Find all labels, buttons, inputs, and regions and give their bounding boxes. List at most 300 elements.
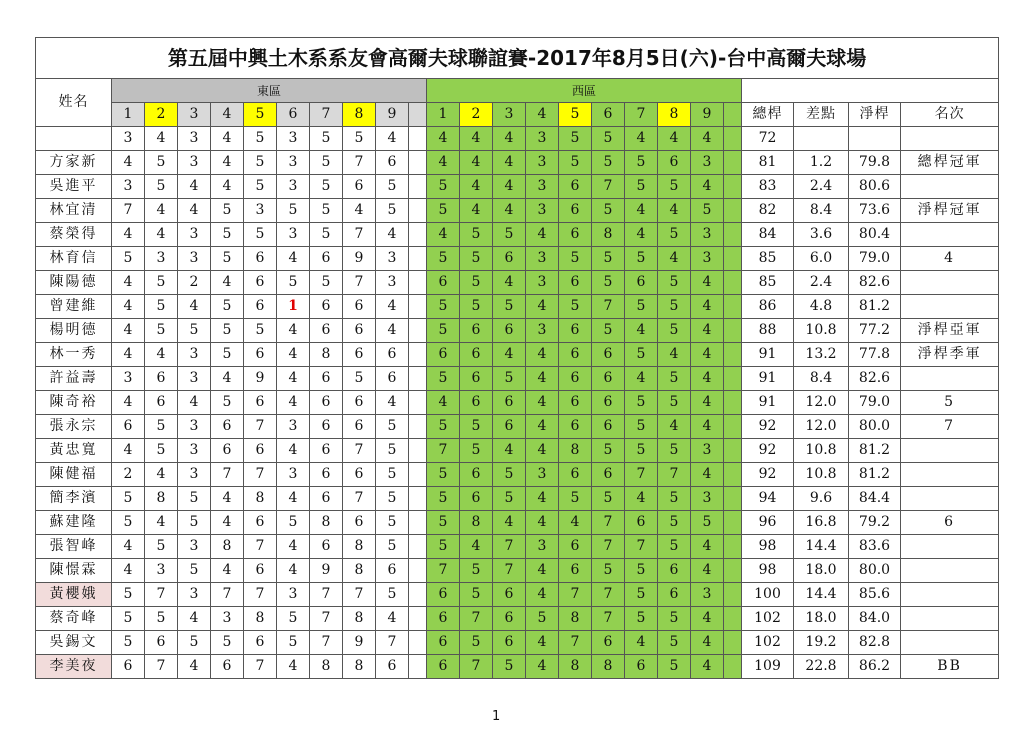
- rank-header: 名次: [901, 103, 999, 127]
- east-score-6: 4: [277, 559, 310, 583]
- west-score-6: 7: [592, 295, 625, 319]
- player-row: [36, 655, 999, 679]
- east-score-1: 5: [112, 583, 145, 607]
- west-spacer: [724, 391, 742, 415]
- east-score-5: 7: [244, 415, 277, 439]
- west-score-1: 5: [427, 247, 460, 271]
- west-score-5: 5: [559, 247, 592, 271]
- west-spacer: [724, 655, 742, 679]
- east-score-8: 9: [343, 631, 376, 655]
- rank: [901, 463, 999, 487]
- east-score-4: 7: [211, 583, 244, 607]
- west-score-9: 4: [691, 367, 724, 391]
- west-score-2: 4: [460, 535, 493, 559]
- west-score-7: 5: [625, 559, 658, 583]
- west-score-1: 6: [427, 343, 460, 367]
- west-spacer: [724, 439, 742, 463]
- west-score-8: 5: [658, 319, 691, 343]
- west-score-1: 6: [427, 607, 460, 631]
- east-score-8: 8: [343, 655, 376, 679]
- east-score-9: 4: [376, 127, 409, 151]
- west-score-5: 4: [559, 511, 592, 535]
- east-score-9: 5: [376, 199, 409, 223]
- handicap: [794, 127, 849, 151]
- east-score-7: 5: [310, 223, 343, 247]
- net-score: 81.2: [849, 439, 901, 463]
- player-row: [36, 151, 999, 175]
- west-score-2: 6: [460, 391, 493, 415]
- east-score-4: 4: [211, 175, 244, 199]
- east-score-5: 3: [244, 199, 277, 223]
- west-score-9: 4: [691, 631, 724, 655]
- west-score-4: 4: [526, 559, 559, 583]
- west-score-1: 5: [427, 535, 460, 559]
- east-score-4: 4: [211, 127, 244, 151]
- rank: [901, 127, 999, 151]
- west-score-8: 5: [658, 391, 691, 415]
- east-score-3: 3: [178, 463, 211, 487]
- east-spacer: [409, 415, 427, 439]
- net-score: 82.8: [849, 631, 901, 655]
- west-score-2: 8: [460, 511, 493, 535]
- east-score-4: 5: [211, 319, 244, 343]
- west-score-7: 5: [625, 295, 658, 319]
- player-row: [36, 535, 999, 559]
- east-score-9: 3: [376, 247, 409, 271]
- east-score-3: 3: [178, 583, 211, 607]
- east-score-6: 3: [277, 463, 310, 487]
- east-score-3: 5: [178, 631, 211, 655]
- rank: 5: [901, 391, 999, 415]
- handicap: 14.4: [794, 535, 849, 559]
- west-score-7: 4: [625, 319, 658, 343]
- west-score-5: 5: [559, 487, 592, 511]
- player-name: [36, 127, 112, 151]
- east-score-9: 5: [376, 583, 409, 607]
- west-score-2: 4: [460, 151, 493, 175]
- east-score-7: 5: [310, 127, 343, 151]
- east-score-6: 4: [277, 319, 310, 343]
- west-score-5: 6: [559, 415, 592, 439]
- west-score-2: 7: [460, 607, 493, 631]
- west-score-3: 6: [493, 583, 526, 607]
- rank: [901, 535, 999, 559]
- east-score-6: 4: [277, 535, 310, 559]
- west-score-4: 3: [526, 319, 559, 343]
- east-score-4: 5: [211, 295, 244, 319]
- east-score-5: 5: [244, 319, 277, 343]
- player-row: [36, 439, 999, 463]
- west-score-6: 6: [592, 415, 625, 439]
- east-score-9: 5: [376, 415, 409, 439]
- handicap: 10.8: [794, 439, 849, 463]
- player-row: [36, 559, 999, 583]
- west-score-2: 4: [460, 199, 493, 223]
- west-score-6: 5: [592, 439, 625, 463]
- west-score-2: 5: [460, 247, 493, 271]
- west-score-4: 4: [526, 487, 559, 511]
- east-score-3: 3: [178, 343, 211, 367]
- east-score-5: 8: [244, 607, 277, 631]
- east-score-8: 7: [343, 271, 376, 295]
- west-score-9: 4: [691, 127, 724, 151]
- west-score-9: 4: [691, 271, 724, 295]
- east-score-8: 5: [343, 367, 376, 391]
- west-score-5: 6: [559, 199, 592, 223]
- west-score-8: 4: [658, 415, 691, 439]
- east-score-9: 5: [376, 511, 409, 535]
- east-score-5: 7: [244, 463, 277, 487]
- east-score-3: 3: [178, 415, 211, 439]
- west-score-7: 5: [625, 583, 658, 607]
- west-score-2: 5: [460, 559, 493, 583]
- west-spacer: [724, 607, 742, 631]
- zone-blank: [742, 79, 999, 103]
- east-score-1: 4: [112, 559, 145, 583]
- player-name: 李美夜: [36, 655, 112, 679]
- west-score-2: 7: [460, 655, 493, 679]
- player-name: 陳憬霖: [36, 559, 112, 583]
- east-spacer: [409, 487, 427, 511]
- east-score-7: 6: [310, 535, 343, 559]
- east-score-6: 3: [277, 151, 310, 175]
- west-score-9: 4: [691, 415, 724, 439]
- east-score-2: 4: [145, 223, 178, 247]
- east-score-7: 6: [310, 319, 343, 343]
- east-hole-2: 2: [145, 103, 178, 127]
- west-score-8: 6: [658, 583, 691, 607]
- west-score-4: 4: [526, 223, 559, 247]
- west-score-7: 4: [625, 223, 658, 247]
- west-score-5: 6: [559, 343, 592, 367]
- east-score-7: 7: [310, 631, 343, 655]
- east-score-5: 6: [244, 271, 277, 295]
- west-score-3: 7: [493, 535, 526, 559]
- west-score-1: 6: [427, 271, 460, 295]
- rank: [901, 367, 999, 391]
- scorecard-table: [35, 37, 999, 679]
- page-title: 第五屆中興土木系系友會高爾夫球聯誼賽-2017年8月5日(六)-台中高爾夫球場: [36, 38, 999, 79]
- handicap: 6.0: [794, 247, 849, 271]
- rank: [901, 631, 999, 655]
- west-score-4: 3: [526, 463, 559, 487]
- east-score-2: 3: [145, 559, 178, 583]
- west-score-6: 5: [592, 319, 625, 343]
- east-spacer: [409, 655, 427, 679]
- west-score-6: 6: [592, 631, 625, 655]
- east-score-9: 5: [376, 175, 409, 199]
- east-score-1: 4: [112, 343, 145, 367]
- west-score-5: 6: [559, 223, 592, 247]
- east-score-5: 5: [244, 127, 277, 151]
- west-score-7: 4: [625, 199, 658, 223]
- net-score: 85.6: [849, 583, 901, 607]
- east-score-2: 6: [145, 631, 178, 655]
- player-name: 許益壽: [36, 367, 112, 391]
- west-score-3: 6: [493, 631, 526, 655]
- east-score-5: 6: [244, 439, 277, 463]
- rank: BB: [901, 655, 999, 679]
- east-score-4: 5: [211, 199, 244, 223]
- east-score-5: 6: [244, 343, 277, 367]
- west-score-3: 6: [493, 415, 526, 439]
- net-score: 79.0: [849, 391, 901, 415]
- west-score-2: 5: [460, 415, 493, 439]
- east-score-7: 5: [310, 271, 343, 295]
- east-score-9: 7: [376, 631, 409, 655]
- net-score: 80.6: [849, 175, 901, 199]
- west-zone-header: 西區: [427, 79, 742, 103]
- east-score-1: 5: [112, 511, 145, 535]
- east-score-1: 4: [112, 295, 145, 319]
- west-hole-1: 1: [427, 103, 460, 127]
- player-row: [36, 271, 999, 295]
- east-score-1: 6: [112, 415, 145, 439]
- player-name: 簡李濱: [36, 487, 112, 511]
- west-score-7: 5: [625, 439, 658, 463]
- handicap: 13.2: [794, 343, 849, 367]
- east-score-7: 5: [310, 199, 343, 223]
- name-header: 姓名: [36, 79, 112, 127]
- east-hole-3: 3: [178, 103, 211, 127]
- east-score-1: 3: [112, 175, 145, 199]
- west-spacer: [724, 247, 742, 271]
- east-score-2: 5: [145, 175, 178, 199]
- east-score-6: 4: [277, 487, 310, 511]
- east-spacer: [409, 271, 427, 295]
- handicap: 22.8: [794, 655, 849, 679]
- west-score-6: 5: [592, 199, 625, 223]
- player-row: [36, 415, 999, 439]
- west-score-8: 5: [658, 175, 691, 199]
- east-score-4: 4: [211, 559, 244, 583]
- player-row: [36, 175, 999, 199]
- east-score-4: 4: [211, 511, 244, 535]
- rank: 淨桿冠軍: [901, 199, 999, 223]
- west-score-7: 5: [625, 151, 658, 175]
- east-score-6: 4: [277, 439, 310, 463]
- west-score-8: 4: [658, 127, 691, 151]
- handicap: 3.6: [794, 223, 849, 247]
- east-hole-1: 1: [112, 103, 145, 127]
- east-score-3: 4: [178, 175, 211, 199]
- west-score-8: 5: [658, 223, 691, 247]
- west-score-5: 8: [559, 439, 592, 463]
- east-score-1: 4: [112, 319, 145, 343]
- player-row: [36, 583, 999, 607]
- west-score-5: 6: [559, 175, 592, 199]
- west-score-6: 7: [592, 175, 625, 199]
- west-hole-4: 4: [526, 103, 559, 127]
- west-score-1: 4: [427, 127, 460, 151]
- east-spacer: [409, 247, 427, 271]
- handicap: 9.6: [794, 487, 849, 511]
- player-name: 蔡榮得: [36, 223, 112, 247]
- west-hole-9: 9: [691, 103, 724, 127]
- east-score-4: 5: [211, 343, 244, 367]
- east-hole-8: 8: [343, 103, 376, 127]
- west-spacer: [724, 199, 742, 223]
- west-score-4: 4: [526, 367, 559, 391]
- player-name: 吳錫文: [36, 631, 112, 655]
- west-score-3: 5: [493, 655, 526, 679]
- west-score-4: 3: [526, 151, 559, 175]
- gross-score: 83: [742, 175, 794, 199]
- west-score-9: 4: [691, 535, 724, 559]
- west-score-2: 4: [460, 175, 493, 199]
- west-spacer: [724, 367, 742, 391]
- east-score-1: 4: [112, 271, 145, 295]
- east-score-8: 6: [343, 391, 376, 415]
- west-score-3: 5: [493, 487, 526, 511]
- west-score-1: 5: [427, 487, 460, 511]
- rank: 7: [901, 415, 999, 439]
- gross-score: 92: [742, 439, 794, 463]
- east-score-3: 3: [178, 223, 211, 247]
- west-score-9: 4: [691, 391, 724, 415]
- east-score-8: 6: [343, 319, 376, 343]
- west-score-1: 5: [427, 319, 460, 343]
- east-score-1: 4: [112, 151, 145, 175]
- west-score-3: 4: [493, 343, 526, 367]
- east-score-5: 7: [244, 535, 277, 559]
- handicap: 4.8: [794, 295, 849, 319]
- net-header: 淨桿: [849, 103, 901, 127]
- east-score-2: 4: [145, 127, 178, 151]
- west-score-8: 5: [658, 607, 691, 631]
- west-score-9: 4: [691, 607, 724, 631]
- gross-score: 98: [742, 559, 794, 583]
- east-score-6: 4: [277, 367, 310, 391]
- west-score-2: 4: [460, 127, 493, 151]
- east-score-5: 6: [244, 511, 277, 535]
- west-score-4: 3: [526, 127, 559, 151]
- west-score-8: 5: [658, 367, 691, 391]
- west-spacer: [724, 415, 742, 439]
- east-score-4: 6: [211, 655, 244, 679]
- west-score-7: 5: [625, 247, 658, 271]
- handicap: 18.0: [794, 559, 849, 583]
- east-score-7: 5: [310, 151, 343, 175]
- rank: [901, 175, 999, 199]
- east-score-2: 5: [145, 319, 178, 343]
- gross-score: 91: [742, 343, 794, 367]
- rank: [901, 295, 999, 319]
- east-score-3: 3: [178, 247, 211, 271]
- east-hole-6: 6: [277, 103, 310, 127]
- east-hole-9: 9: [376, 103, 409, 127]
- east-score-2: 4: [145, 511, 178, 535]
- east-score-8: 4: [343, 199, 376, 223]
- west-score-3: 6: [493, 319, 526, 343]
- gross-score: 92: [742, 463, 794, 487]
- east-spacer: [409, 631, 427, 655]
- east-score-9: 6: [376, 367, 409, 391]
- rank: [901, 487, 999, 511]
- handicap: 12.0: [794, 391, 849, 415]
- rank: [901, 439, 999, 463]
- west-score-9: 4: [691, 463, 724, 487]
- gross-score: 84: [742, 223, 794, 247]
- net-score: 84.0: [849, 607, 901, 631]
- east-score-3: 3: [178, 367, 211, 391]
- west-score-7: 5: [625, 415, 658, 439]
- gross-header: 總桿: [742, 103, 794, 127]
- east-score-7: 6: [310, 367, 343, 391]
- west-score-8: 5: [658, 487, 691, 511]
- west-score-3: 4: [493, 175, 526, 199]
- player-name: 曾建維: [36, 295, 112, 319]
- player-name: 方家新: [36, 151, 112, 175]
- player-row: [36, 319, 999, 343]
- east-spacer: [409, 199, 427, 223]
- east-score-8: 7: [343, 223, 376, 247]
- west-score-8: 5: [658, 631, 691, 655]
- handicap: 2.4: [794, 271, 849, 295]
- west-hole-5: 5: [559, 103, 592, 127]
- handicap-header: 差點: [794, 103, 849, 127]
- west-spacer: [724, 487, 742, 511]
- east-spacer: [409, 391, 427, 415]
- east-score-5: 8: [244, 487, 277, 511]
- east-score-8: 7: [343, 439, 376, 463]
- east-score-5: 5: [244, 175, 277, 199]
- west-score-2: 5: [460, 223, 493, 247]
- west-score-6: 6: [592, 391, 625, 415]
- east-score-4: 4: [211, 271, 244, 295]
- east-score-6: 5: [277, 607, 310, 631]
- west-score-7: 4: [625, 127, 658, 151]
- gross-score: 102: [742, 607, 794, 631]
- east-score-1: 5: [112, 607, 145, 631]
- west-score-7: 7: [625, 535, 658, 559]
- west-spacer: [724, 631, 742, 655]
- gross-score: 85: [742, 247, 794, 271]
- west-score-3: 5: [493, 367, 526, 391]
- east-score-8: 6: [343, 511, 376, 535]
- east-score-6: 1: [277, 295, 310, 319]
- handicap: 8.4: [794, 199, 849, 223]
- east-score-8: 7: [343, 151, 376, 175]
- west-score-2: 6: [460, 319, 493, 343]
- east-spacer: [409, 319, 427, 343]
- east-score-8: 5: [343, 127, 376, 151]
- east-score-5: 6: [244, 391, 277, 415]
- east-score-9: 4: [376, 391, 409, 415]
- west-score-6: 7: [592, 535, 625, 559]
- net-score: 80.0: [849, 559, 901, 583]
- east-score-2: 5: [145, 295, 178, 319]
- west-spacer: [724, 127, 742, 151]
- west-score-9: 4: [691, 175, 724, 199]
- east-score-6: 3: [277, 223, 310, 247]
- west-score-1: 6: [427, 583, 460, 607]
- east-score-4: 6: [211, 439, 244, 463]
- west-score-4: 4: [526, 295, 559, 319]
- east-score-3: 4: [178, 199, 211, 223]
- east-score-7: 8: [310, 655, 343, 679]
- east-spacer: [409, 535, 427, 559]
- gross-score: 94: [742, 487, 794, 511]
- east-spacer: [409, 151, 427, 175]
- gross-score: 92: [742, 415, 794, 439]
- east-zone-header: 東區: [112, 79, 427, 103]
- east-spacer: [409, 583, 427, 607]
- east-score-9: 4: [376, 223, 409, 247]
- east-score-1: 4: [112, 391, 145, 415]
- player-row: [36, 631, 999, 655]
- east-score-4: 3: [211, 607, 244, 631]
